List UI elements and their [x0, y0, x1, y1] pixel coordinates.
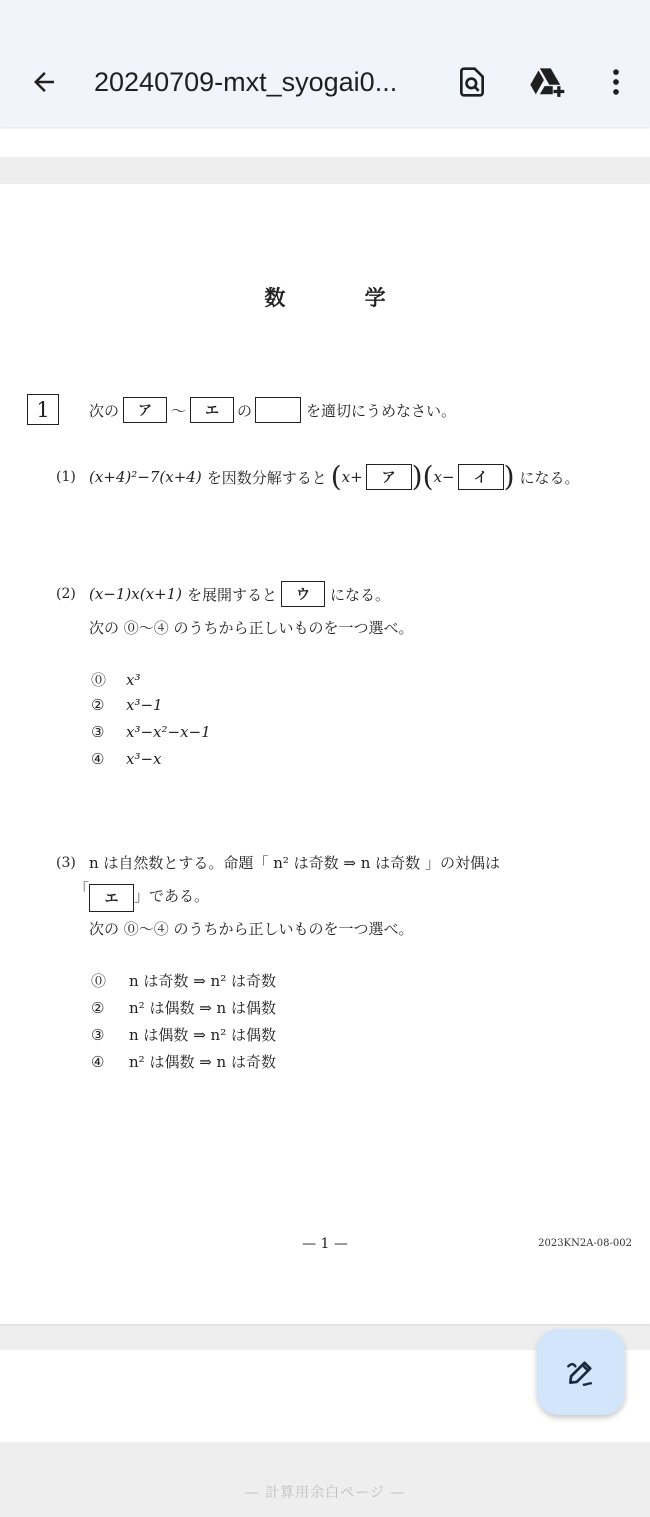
q3-prompt: 次の ⓪〜④ のうちから正しいものを一つ選べ。 — [89, 920, 414, 938]
edit-fab-button[interactable] — [537, 1329, 625, 1415]
q1-box-i: イ — [458, 464, 504, 490]
instruction-prefix: 次の — [89, 401, 120, 420]
more-options-button[interactable] — [596, 62, 636, 102]
q2-expression: (x−1)x(x+1) — [89, 585, 183, 603]
q3-option — [91, 970, 276, 991]
q2-option — [91, 669, 140, 690]
find-in-page-icon — [456, 66, 488, 98]
question-number-box: 1 — [27, 394, 59, 425]
q3-label: (3) — [56, 854, 76, 871]
q3-option — [91, 1024, 276, 1045]
q2-option-text: x³−x — [126, 750, 162, 768]
q3-option — [91, 997, 276, 1018]
q2-label: (2) — [56, 586, 76, 602]
q1-box-a: ア — [366, 464, 412, 490]
q3-answer-line — [74, 878, 209, 912]
q1-close-paren-2: ) — [503, 460, 515, 493]
document-code: 2023KN2A-08-002 — [538, 1238, 632, 1249]
q2-option-text: x³−x²−x−1 — [126, 723, 211, 741]
q3-option-number: ② — [91, 998, 105, 1017]
question-1 — [56, 460, 580, 493]
answer-box-e: エ — [190, 397, 234, 423]
q2-option-text: x³−1 — [126, 696, 163, 714]
q2-option-number: ② — [91, 696, 105, 714]
q1-factor2: x− — [433, 468, 455, 486]
q3-option-text: n² は偶数 ⇒ n は奇数 — [129, 1053, 276, 1071]
q2-option-number: ⓪ — [91, 671, 107, 689]
back-button[interactable] — [26, 64, 62, 100]
q2-option — [91, 696, 163, 714]
q3-option — [91, 1051, 276, 1072]
instruction-suffix: を適切にうめなさい。 — [306, 401, 457, 420]
edit-pen-icon — [564, 1355, 598, 1389]
q2-text: を展開すると — [187, 585, 278, 604]
page-number: — 1 — — [302, 1236, 348, 1252]
q2-prompt: 次の ⓪〜④ のうちから正しいものを一つ選べ。 — [89, 619, 414, 637]
q2-option — [91, 723, 211, 741]
q2-option-text: x³ — [126, 670, 141, 689]
q3-option-number: ③ — [91, 1025, 105, 1044]
q1-expression: (x+4)²−7(x+4) — [89, 468, 202, 486]
instruction-line — [89, 397, 456, 423]
more-vertical-icon — [599, 65, 633, 99]
q2-option — [91, 750, 162, 768]
top-app-bar — [0, 0, 650, 127]
arrow-back-icon — [29, 67, 59, 97]
q2-option-number: ④ — [91, 750, 105, 768]
tilde: 〜 — [171, 401, 187, 420]
q1-close-paren-1: )( — [411, 460, 434, 493]
q1-text: を因数分解すると — [206, 468, 327, 487]
q1-label: (1) — [56, 469, 76, 485]
q2-box-u: ウ — [281, 581, 325, 607]
q3-option-number: ⓪ — [91, 972, 107, 990]
q3-option-text: n は偶数 ⇒ n² は偶数 — [129, 1026, 276, 1044]
q2-ending: になる。 — [330, 585, 391, 604]
find-in-page-button[interactable] — [452, 62, 492, 102]
add-to-drive-button[interactable] — [528, 62, 568, 102]
q3-option-number: ④ — [91, 1052, 105, 1071]
subject-title: 数 学 — [264, 285, 422, 310]
answer-box-a: ア — [123, 397, 167, 423]
q3-box-e: エ — [89, 884, 134, 912]
add-to-drive-icon — [529, 65, 567, 99]
instruction-no: の — [237, 401, 253, 420]
q3-line1: n は自然数とする。命題「 n² は奇数 ⇒ n は奇数 」の対偶は — [89, 854, 500, 872]
document-title: 20240709-mxt_syogai0... — [94, 67, 398, 97]
question-3 — [56, 852, 500, 873]
q3-close: 」である。 — [134, 887, 210, 905]
previous-page-bottom — [0, 127, 650, 157]
q3-option-text: n² は偶数 ⇒ n は偶数 — [129, 999, 276, 1017]
q3-open-bracket: 「 — [74, 880, 90, 898]
q3-option-text: n は奇数 ⇒ n² は奇数 — [129, 972, 276, 990]
q1-ending: になる。 — [519, 468, 580, 487]
q2-option-number: ③ — [91, 723, 105, 741]
q1-factor1: x+ — [341, 468, 363, 486]
q1-open-paren: ( — [330, 460, 342, 493]
blank-page-caption: — 計算用余白ページ — — [244, 1485, 406, 1501]
question-2 — [56, 581, 390, 607]
answer-box-blank — [255, 397, 301, 423]
